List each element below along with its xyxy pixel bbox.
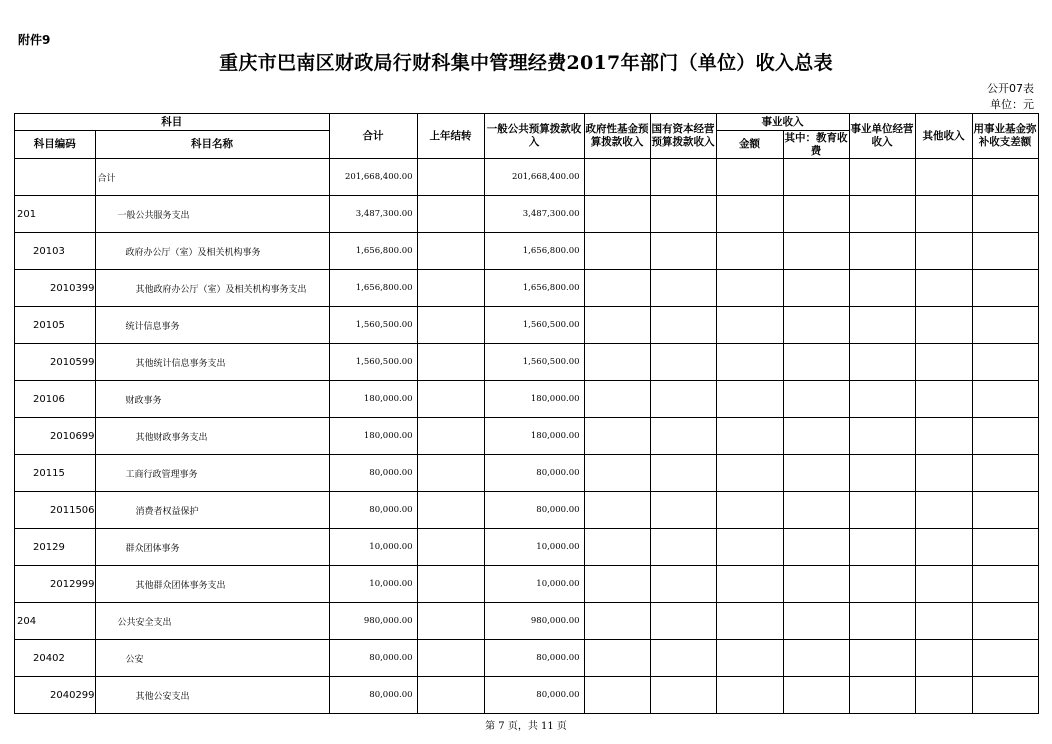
- header-subject-code: 科目编码: [15, 131, 96, 159]
- subject-name-cell: 工商行政管理事务: [95, 455, 329, 492]
- subject-code-cell: 20105: [15, 307, 96, 344]
- amount-cell: [716, 159, 783, 196]
- amount-cell: [716, 603, 783, 640]
- total-cell: 3,487,300.00: [329, 196, 417, 233]
- total-cell: 80,000.00: [329, 455, 417, 492]
- unit-label: 单位：元: [990, 98, 1034, 111]
- table-row: [15, 603, 1039, 640]
- carryover-cell: [417, 270, 484, 307]
- general-budget-cell: 10,000.00: [484, 566, 584, 603]
- carryover-cell: [417, 640, 484, 677]
- gov-fund-cell: [584, 307, 650, 344]
- header-operating-income: 事业单位经营收入: [849, 114, 915, 159]
- total-cell: 180,000.00: [329, 418, 417, 455]
- fund-compensation-cell: [972, 677, 1038, 714]
- table-row: [15, 677, 1039, 714]
- other-income-cell: [915, 455, 972, 492]
- total-cell: 201,668,400.00: [329, 159, 417, 196]
- general-budget-cell: 80,000.00: [484, 455, 584, 492]
- gov-fund-cell: [584, 640, 650, 677]
- table-row: [15, 344, 1039, 381]
- edu-fee-cell: [783, 418, 849, 455]
- general-budget-cell: 80,000.00: [484, 640, 584, 677]
- state-capital-cell: [650, 492, 716, 529]
- amount-cell: [716, 529, 783, 566]
- table-row: [15, 418, 1039, 455]
- state-capital-cell: [650, 270, 716, 307]
- amount-cell: [716, 640, 783, 677]
- fund-compensation-cell: [972, 159, 1038, 196]
- subject-code-cell: 2012999: [15, 566, 96, 603]
- header-subject: 科目: [15, 114, 330, 131]
- carryover-cell: [417, 529, 484, 566]
- amount-cell: [716, 381, 783, 418]
- table-row: [15, 270, 1039, 307]
- other-income-cell: [915, 381, 972, 418]
- state-capital-cell: [650, 418, 716, 455]
- gov-fund-cell: [584, 455, 650, 492]
- carryover-cell: [417, 492, 484, 529]
- table-row: [15, 307, 1039, 344]
- table-row: [15, 492, 1039, 529]
- table-body: [15, 159, 1039, 714]
- edu-fee-cell: [783, 270, 849, 307]
- other-income-cell: [915, 196, 972, 233]
- subject-code-cell: 2011506: [15, 492, 96, 529]
- fund-compensation-cell: [972, 566, 1038, 603]
- carryover-cell: [417, 344, 484, 381]
- header-amount: 金额: [716, 131, 783, 159]
- header-fund-compensation: 用事业基金弥补收支差额: [972, 114, 1038, 159]
- total-cell: 980,000.00: [329, 603, 417, 640]
- other-income-cell: [915, 418, 972, 455]
- state-capital-cell: [650, 566, 716, 603]
- operating-income-cell: [849, 603, 915, 640]
- table-row: [15, 159, 1039, 196]
- other-income-cell: [915, 492, 972, 529]
- fund-compensation-cell: [972, 455, 1038, 492]
- carryover-cell: [417, 307, 484, 344]
- subject-code-cell: 20103: [15, 233, 96, 270]
- operating-income-cell: [849, 529, 915, 566]
- table-row: [15, 455, 1039, 492]
- operating-income-cell: [849, 270, 915, 307]
- income-summary-table: [14, 113, 1039, 714]
- general-budget-cell: 3,487,300.00: [484, 196, 584, 233]
- header-total: 合计: [329, 114, 417, 159]
- subject-code-cell: 2040299: [15, 677, 96, 714]
- carryover-cell: [417, 677, 484, 714]
- amount-cell: [716, 677, 783, 714]
- total-cell: 80,000.00: [329, 492, 417, 529]
- edu-fee-cell: [783, 159, 849, 196]
- operating-income-cell: [849, 492, 915, 529]
- header-edu-fee: 其中：教育收费: [784, 131, 848, 157]
- gov-fund-cell: [584, 196, 650, 233]
- total-cell: 1,656,800.00: [329, 270, 417, 307]
- total-cell: 80,000.00: [329, 640, 417, 677]
- state-capital-cell: [650, 640, 716, 677]
- state-capital-cell: [650, 381, 716, 418]
- amount-cell: [716, 233, 783, 270]
- subject-name-cell: 其他政府办公厅（室）及相关机构事务支出: [95, 270, 329, 307]
- attachment-label: 附件9: [18, 33, 51, 47]
- subject-name-cell: 其他统计信息事务支出: [95, 344, 329, 381]
- subject-code-cell: 20402: [15, 640, 96, 677]
- fund-compensation-cell: [972, 529, 1038, 566]
- fund-compensation-cell: [972, 603, 1038, 640]
- gov-fund-cell: [584, 270, 650, 307]
- carryover-cell: [417, 566, 484, 603]
- other-income-cell: [915, 159, 972, 196]
- total-cell: 1,560,500.00: [329, 344, 417, 381]
- header-other-income: 其他收入: [915, 114, 972, 159]
- general-budget-cell: 80,000.00: [484, 492, 584, 529]
- amount-cell: [716, 492, 783, 529]
- operating-income-cell: [849, 159, 915, 196]
- carryover-cell: [417, 233, 484, 270]
- edu-fee-cell: [783, 640, 849, 677]
- header-institution-income: 事业收入: [716, 114, 849, 131]
- gov-fund-cell: [584, 677, 650, 714]
- page-number: 第 7 页，共 11 页: [485, 721, 567, 732]
- subject-name-cell: 财政事务: [95, 381, 329, 418]
- edu-fee-cell: [783, 566, 849, 603]
- edu-fee-cell: [783, 196, 849, 233]
- state-capital-cell: [650, 159, 716, 196]
- general-budget-cell: 980,000.00: [484, 603, 584, 640]
- fund-compensation-cell: [972, 381, 1038, 418]
- carryover-cell: [417, 455, 484, 492]
- fund-compensation-cell: [972, 492, 1038, 529]
- general-budget-cell: 80,000.00: [484, 677, 584, 714]
- edu-fee-cell: [783, 233, 849, 270]
- edu-fee-cell: [783, 455, 849, 492]
- gov-fund-cell: [584, 418, 650, 455]
- operating-income-cell: [849, 196, 915, 233]
- subject-name-cell: 合计: [95, 159, 329, 196]
- subject-code-cell: 20106: [15, 381, 96, 418]
- general-budget-cell: 201,668,400.00: [484, 159, 584, 196]
- total-cell: 1,560,500.00: [329, 307, 417, 344]
- table-row: [15, 566, 1039, 603]
- operating-income-cell: [849, 455, 915, 492]
- amount-cell: [716, 418, 783, 455]
- amount-cell: [716, 455, 783, 492]
- fund-compensation-cell: [972, 344, 1038, 381]
- total-cell: 80,000.00: [329, 677, 417, 714]
- subject-name-cell: 统计信息事务: [95, 307, 329, 344]
- subject-code-cell: 2010599: [15, 344, 96, 381]
- subject-name-cell: 群众团体事务: [95, 529, 329, 566]
- state-capital-cell: [650, 233, 716, 270]
- general-budget-cell: 1,560,500.00: [484, 344, 584, 381]
- subject-code-cell: 2010399: [15, 270, 96, 307]
- subject-name-cell: 一般公共服务支出: [95, 196, 329, 233]
- edu-fee-cell: [783, 381, 849, 418]
- general-budget-cell: 1,656,800.00: [484, 270, 584, 307]
- state-capital-cell: [650, 196, 716, 233]
- amount-cell: [716, 307, 783, 344]
- state-capital-cell: [650, 603, 716, 640]
- gov-fund-cell: [584, 159, 650, 196]
- fund-compensation-cell: [972, 418, 1038, 455]
- general-budget-cell: 180,000.00: [484, 381, 584, 418]
- other-income-cell: [915, 529, 972, 566]
- header-subject-name: 科目名称: [95, 131, 329, 159]
- subject-code-cell: [15, 159, 96, 196]
- fund-compensation-cell: [972, 640, 1038, 677]
- operating-income-cell: [849, 381, 915, 418]
- gov-fund-cell: [584, 492, 650, 529]
- fund-compensation-cell: [972, 196, 1038, 233]
- gov-fund-cell: [584, 529, 650, 566]
- other-income-cell: [915, 233, 972, 270]
- other-income-cell: [915, 677, 972, 714]
- edu-fee-cell: [783, 344, 849, 381]
- fund-compensation-cell: [972, 270, 1038, 307]
- general-budget-cell: 1,656,800.00: [484, 233, 584, 270]
- carryover-cell: [417, 159, 484, 196]
- edu-fee-cell: [783, 529, 849, 566]
- total-cell: 10,000.00: [329, 529, 417, 566]
- operating-income-cell: [849, 344, 915, 381]
- state-capital-cell: [650, 529, 716, 566]
- header-state-capital: 国有资本经营预算拨款收入: [650, 114, 716, 159]
- gov-fund-cell: [584, 381, 650, 418]
- other-income-cell: [915, 270, 972, 307]
- form-code: 公开07表: [987, 82, 1034, 95]
- edu-fee-cell: [783, 603, 849, 640]
- subject-name-cell: 公共安全支出: [95, 603, 329, 640]
- carryover-cell: [417, 381, 484, 418]
- other-income-cell: [915, 640, 972, 677]
- header-carryover: 上年结转: [417, 114, 484, 159]
- carryover-cell: [417, 196, 484, 233]
- header-general-budget: 一般公共预算拨款收入: [484, 114, 584, 159]
- subject-name-cell: 政府办公厅（室）及相关机构事务: [95, 233, 329, 270]
- edu-fee-cell: [783, 492, 849, 529]
- subject-code-cell: 2010699: [15, 418, 96, 455]
- total-cell: 10,000.00: [329, 566, 417, 603]
- table-row: [15, 529, 1039, 566]
- other-income-cell: [915, 603, 972, 640]
- amount-cell: [716, 566, 783, 603]
- fund-compensation-cell: [972, 307, 1038, 344]
- edu-fee-cell: [783, 677, 849, 714]
- page-title: 重庆市巴南区财政局行财科集中管理经费2017年部门（单位）收入总表: [219, 52, 833, 74]
- total-cell: 1,656,800.00: [329, 233, 417, 270]
- amount-cell: [716, 196, 783, 233]
- general-budget-cell: 180,000.00: [484, 418, 584, 455]
- subject-name-cell: 其他公安支出: [95, 677, 329, 714]
- header-gov-fund: 政府性基金预算拨款收入: [584, 114, 650, 159]
- subject-name-cell: 其他财政事务支出: [95, 418, 329, 455]
- subject-code-cell: 204: [15, 603, 96, 640]
- amount-cell: [716, 344, 783, 381]
- gov-fund-cell: [584, 344, 650, 381]
- subject-code-cell: 201: [15, 196, 96, 233]
- table-row: [15, 233, 1039, 270]
- table-row: [15, 640, 1039, 677]
- state-capital-cell: [650, 677, 716, 714]
- other-income-cell: [915, 344, 972, 381]
- operating-income-cell: [849, 418, 915, 455]
- operating-income-cell: [849, 677, 915, 714]
- fund-compensation-cell: [972, 233, 1038, 270]
- table-row: [15, 196, 1039, 233]
- amount-cell: [716, 270, 783, 307]
- gov-fund-cell: [584, 603, 650, 640]
- gov-fund-cell: [584, 566, 650, 603]
- carryover-cell: [417, 603, 484, 640]
- subject-code-cell: 20129: [15, 529, 96, 566]
- other-income-cell: [915, 307, 972, 344]
- operating-income-cell: [849, 640, 915, 677]
- subject-name-cell: 消费者权益保护: [95, 492, 329, 529]
- operating-income-cell: [849, 566, 915, 603]
- carryover-cell: [417, 418, 484, 455]
- edu-fee-cell: [783, 307, 849, 344]
- operating-income-cell: [849, 307, 915, 344]
- gov-fund-cell: [584, 233, 650, 270]
- general-budget-cell: 10,000.00: [484, 529, 584, 566]
- subject-name-cell: 其他群众团体事务支出: [95, 566, 329, 603]
- other-income-cell: [915, 566, 972, 603]
- subject-name-cell: 公安: [95, 640, 329, 677]
- state-capital-cell: [650, 344, 716, 381]
- table-row: [15, 381, 1039, 418]
- state-capital-cell: [650, 307, 716, 344]
- operating-income-cell: [849, 233, 915, 270]
- total-cell: 180,000.00: [329, 381, 417, 418]
- subject-code-cell: 20115: [15, 455, 96, 492]
- general-budget-cell: 1,560,500.00: [484, 307, 584, 344]
- state-capital-cell: [650, 455, 716, 492]
